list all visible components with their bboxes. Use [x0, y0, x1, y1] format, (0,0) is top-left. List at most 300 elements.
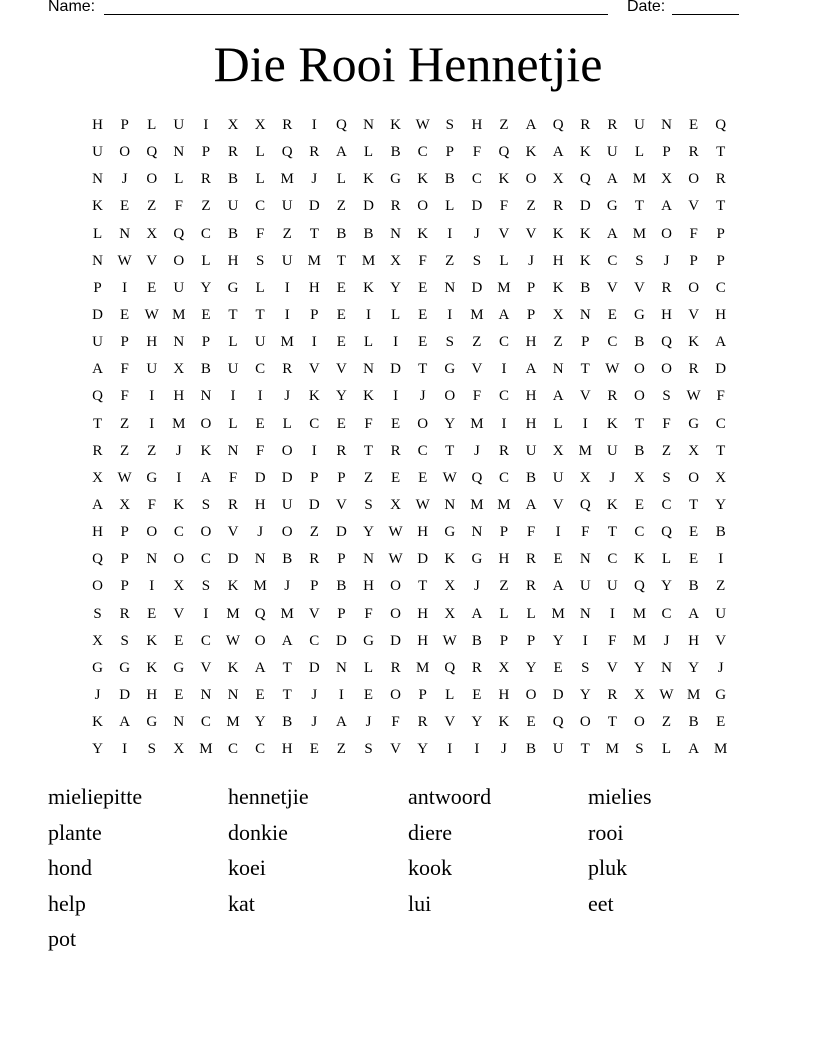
- grid-letter: R: [688, 361, 699, 378]
- grid-letter: D: [281, 469, 293, 486]
- grid-letter: O: [444, 388, 456, 405]
- grid-letter: K: [363, 279, 374, 296]
- grid-letter: C: [498, 388, 509, 405]
- grid-letter: S: [120, 632, 129, 649]
- grid-letter: E: [336, 279, 346, 296]
- grid-letter: I: [609, 605, 615, 622]
- grid-letter: R: [119, 605, 130, 622]
- grid-letter: C: [607, 252, 618, 269]
- grid-letter: K: [146, 632, 158, 649]
- grid-letter: J: [473, 442, 480, 459]
- grid-letter: C: [471, 171, 482, 188]
- grid-letter: I: [447, 225, 453, 242]
- grid-letter: U: [634, 117, 645, 133]
- grid-letter: Y: [634, 659, 645, 676]
- grid-letter: O: [390, 605, 401, 622]
- grid-letter: K: [417, 171, 429, 188]
- grid-letter: X: [579, 469, 591, 486]
- grid-letter: Q: [444, 659, 456, 676]
- grid-letter: K: [552, 279, 564, 296]
- grid-letter: V: [715, 632, 727, 649]
- grid-letter: Q: [579, 171, 591, 188]
- grid-letter: Z: [499, 117, 509, 133]
- grid-letter: H: [525, 334, 537, 351]
- grid-letter: V: [579, 388, 591, 405]
- grid-letter: N: [173, 144, 185, 161]
- grid-letter: W: [686, 388, 701, 405]
- grid-letter: H: [363, 578, 374, 595]
- grid-letter: K: [634, 551, 645, 568]
- word-list-item: pot: [48, 926, 77, 952]
- grid-letter: S: [445, 334, 454, 351]
- grid-letter: O: [579, 714, 591, 731]
- grid-letter: K: [417, 225, 429, 242]
- grid-letter: J: [663, 632, 670, 649]
- grid-letter: E: [336, 415, 346, 432]
- grid-letter: O: [92, 578, 103, 595]
- word-list-item: pluk: [588, 855, 628, 881]
- grid-letter: X: [552, 442, 564, 459]
- grid-letter: E: [120, 198, 130, 215]
- grid-letter: B: [634, 442, 645, 459]
- grid-letter: W: [144, 306, 159, 323]
- grid-letter: M: [686, 686, 701, 703]
- grid-letter: T: [282, 659, 292, 676]
- grid-letter: D: [579, 198, 591, 215]
- grid-letter: I: [284, 306, 290, 323]
- grid-letter: T: [228, 306, 238, 323]
- grid-letter: V: [173, 605, 185, 622]
- grid-letter: R: [498, 442, 509, 459]
- grid-letter: U: [254, 334, 266, 351]
- grid-letter: M: [497, 279, 511, 296]
- grid-letter: H: [308, 279, 320, 296]
- grid-letter: R: [228, 496, 239, 513]
- grid-letter: Z: [120, 415, 130, 432]
- grid-letter: M: [416, 659, 430, 676]
- grid-letter: N: [173, 334, 185, 351]
- grid-letter: X: [119, 496, 131, 513]
- grid-letter: Q: [552, 714, 564, 731]
- grid-letter: J: [473, 578, 480, 595]
- grid-letter: I: [555, 524, 561, 541]
- grid-letter: H: [498, 686, 510, 703]
- grid-letter: L: [282, 415, 292, 432]
- grid-letter: Z: [309, 524, 319, 541]
- grid-letter: U: [606, 144, 618, 161]
- grid-letter: E: [553, 659, 563, 676]
- grid-letter: U: [579, 578, 591, 595]
- grid-letter: K: [579, 225, 591, 242]
- grid-letter: F: [364, 605, 373, 622]
- grid-letter: P: [120, 578, 129, 595]
- grid-letter: N: [363, 117, 374, 133]
- grid-letter: F: [174, 198, 183, 215]
- grid-letter: P: [716, 252, 725, 269]
- grid-letter: N: [119, 225, 131, 242]
- grid-letter: L: [363, 334, 374, 351]
- grid-letter: P: [418, 686, 427, 703]
- grid-letter: B: [363, 225, 374, 242]
- grid-letter: A: [525, 361, 537, 378]
- grid-letter: T: [309, 225, 319, 242]
- grid-letter: W: [659, 686, 674, 703]
- grid-letter: Y: [335, 388, 347, 405]
- grid-letter: Q: [254, 605, 266, 622]
- grid-letter: F: [255, 442, 265, 459]
- grid-letter: I: [311, 117, 317, 133]
- word-list-item: mieliepitte: [48, 784, 143, 809]
- grid-letter: S: [635, 741, 644, 758]
- grid-letter: X: [390, 496, 401, 513]
- grid-letter: S: [93, 605, 102, 622]
- grid-letter: K: [227, 578, 239, 595]
- grid-letter: Z: [147, 442, 157, 459]
- grid-letter: X: [634, 469, 645, 486]
- grid-letter: T: [445, 442, 455, 459]
- grid-letter: Q: [92, 551, 103, 568]
- grid-letter: I: [718, 551, 724, 568]
- grid-letter: C: [715, 415, 726, 432]
- grid-letter: J: [609, 469, 616, 486]
- word-list-item: lui: [408, 890, 432, 916]
- grid-letter: V: [308, 605, 320, 622]
- grid-letter: I: [474, 741, 480, 758]
- grid-letter: Y: [525, 659, 537, 676]
- grid-letter: I: [582, 415, 588, 432]
- grid-letter: P: [310, 469, 319, 486]
- grid-letter: S: [364, 741, 373, 758]
- grid-letter: M: [226, 605, 240, 622]
- grid-letter: B: [336, 578, 347, 595]
- grid-letter: O: [661, 361, 672, 378]
- grid-letter: G: [119, 659, 131, 676]
- grid-letter: J: [473, 225, 480, 242]
- grid-letter: P: [445, 144, 454, 161]
- grid-letter: F: [662, 415, 671, 432]
- grid-letter: G: [471, 551, 483, 568]
- word-list-item: rooi: [588, 819, 624, 845]
- grid-letter: J: [311, 171, 318, 188]
- grid-letter: N: [579, 306, 591, 323]
- grid-letter: V: [688, 306, 700, 323]
- grid-letter: G: [715, 686, 727, 703]
- grid-letter: J: [175, 442, 182, 459]
- grid-letter: W: [605, 361, 620, 378]
- grid-letter: K: [444, 551, 456, 568]
- grid-letter: I: [230, 388, 236, 405]
- grid-letter: N: [661, 117, 672, 133]
- grid-letter: Z: [716, 578, 726, 595]
- grid-letter: H: [417, 524, 429, 541]
- grid-letter: Y: [444, 415, 456, 432]
- grid-letter: S: [445, 117, 454, 133]
- grid-letter: H: [227, 252, 239, 269]
- grid-letter: D: [308, 496, 320, 513]
- grid-letter: T: [418, 578, 428, 595]
- grid-letter: L: [661, 551, 672, 568]
- grid-letter: H: [498, 551, 510, 568]
- grid-letter: U: [281, 198, 293, 215]
- grid-letter: R: [715, 171, 726, 188]
- grid-letter: L: [255, 171, 265, 188]
- grid-letter: Q: [498, 144, 510, 161]
- grid-letter: E: [120, 306, 130, 323]
- grid-letter: O: [281, 524, 293, 541]
- grid-letter: N: [200, 686, 212, 703]
- grid-letter: X: [254, 117, 266, 133]
- grid-letter: L: [92, 225, 103, 242]
- grid-letter: T: [580, 741, 590, 758]
- grid-letter: J: [94, 686, 101, 703]
- grid-letter: C: [200, 632, 211, 649]
- grid-letter: H: [417, 605, 429, 622]
- word-list-item: donkie: [228, 819, 288, 845]
- grid-letter: E: [418, 469, 428, 486]
- grid-letter: R: [92, 442, 103, 459]
- grid-letter: R: [282, 117, 293, 133]
- grid-letter: Z: [147, 198, 157, 215]
- grid-letter: P: [120, 334, 129, 351]
- grid-letter: V: [146, 252, 158, 269]
- grid-letter: D: [92, 306, 103, 323]
- grid-letter: I: [176, 469, 182, 486]
- grid-letter: E: [147, 279, 157, 296]
- grid-letter: P: [526, 279, 536, 296]
- grid-letter: P: [337, 551, 346, 568]
- grid-letter: M: [714, 741, 728, 758]
- grid-letter: U: [173, 117, 185, 133]
- grid-letter: Z: [336, 198, 346, 215]
- grid-letter: H: [92, 117, 103, 133]
- grid-letter: K: [92, 198, 103, 215]
- grid-letter: R: [607, 117, 618, 133]
- grid-letter: I: [447, 741, 453, 758]
- grid-letter: Q: [634, 578, 645, 595]
- grid-letter: T: [689, 496, 699, 513]
- grid-letter: U: [227, 198, 239, 215]
- grid-letter: L: [363, 659, 374, 676]
- grid-letter: W: [442, 469, 457, 486]
- grid-letter: V: [606, 659, 618, 676]
- grid-letter: V: [335, 496, 347, 513]
- grid-letter: N: [579, 605, 591, 622]
- grid-letter: G: [363, 632, 374, 649]
- grid-letter: N: [471, 524, 483, 541]
- grid-letter: P: [310, 306, 319, 323]
- grid-letter: C: [498, 334, 509, 351]
- grid-letter: R: [661, 279, 672, 296]
- grid-letter: M: [632, 632, 647, 649]
- grid-letter: P: [526, 632, 536, 649]
- grid-letter: N: [390, 225, 401, 242]
- word-list-item: kat: [228, 890, 255, 916]
- grid-letter: E: [255, 415, 265, 432]
- grid-letter: L: [390, 306, 401, 323]
- grid-letter: L: [147, 117, 157, 133]
- grid-letter: H: [146, 686, 158, 703]
- grid-letter: I: [501, 361, 507, 378]
- grid-letter: F: [228, 469, 238, 486]
- grid-letter: E: [255, 686, 265, 703]
- grid-letter: N: [227, 686, 239, 703]
- grid-letter: O: [417, 198, 429, 215]
- grid-letter: I: [257, 388, 263, 405]
- grid-letter: U: [606, 578, 618, 595]
- grid-letter: N: [146, 551, 158, 568]
- grid-letter: F: [472, 388, 482, 405]
- grid-letter: Z: [661, 714, 672, 731]
- grid-letter: M: [632, 171, 647, 188]
- grid-letter: X: [634, 686, 645, 703]
- grid-letter: F: [391, 714, 400, 731]
- grid-letter: N: [444, 496, 456, 513]
- grid-letter: P: [120, 117, 129, 133]
- grid-letter: X: [227, 117, 239, 133]
- grid-letter: J: [311, 714, 318, 731]
- grid-letter: O: [525, 686, 537, 703]
- grid-letter: O: [688, 171, 700, 188]
- grid-letter: N: [92, 171, 103, 188]
- grid-letter: Q: [579, 496, 591, 513]
- grid-letter: Y: [579, 686, 591, 703]
- grid-letter: A: [552, 144, 564, 161]
- grid-letter: H: [552, 252, 564, 269]
- grid-letter: U: [281, 252, 293, 269]
- grid-letter: Y: [92, 741, 103, 758]
- word-list-item: help: [48, 890, 86, 916]
- grid-letter: M: [470, 306, 484, 323]
- grid-letter: H: [688, 632, 700, 649]
- grid-letter: G: [444, 524, 456, 541]
- grid-letter: T: [634, 198, 644, 215]
- word-list-item: mielies: [588, 784, 652, 809]
- grid-letter: Q: [661, 334, 672, 351]
- grid-letter: F: [120, 388, 129, 405]
- page-title: Die Rooi Hennetjie: [213, 36, 603, 92]
- grid-letter: V: [606, 279, 618, 296]
- grid-letter: M: [470, 496, 484, 513]
- grid-letter: L: [445, 686, 455, 703]
- grid-letter: I: [122, 279, 128, 296]
- grid-letter: M: [280, 605, 294, 622]
- grid-letter: D: [335, 632, 347, 649]
- grid-letter: A: [552, 388, 564, 405]
- grid-letter: P: [689, 252, 698, 269]
- grid-letter: I: [393, 334, 399, 351]
- grid-letter: I: [447, 306, 453, 323]
- grid-letter: C: [200, 225, 211, 242]
- grid-letter: K: [308, 388, 320, 405]
- word-list-item: hond: [48, 855, 92, 881]
- grid-letter: E: [689, 524, 699, 541]
- grid-letter: R: [688, 144, 699, 161]
- grid-letter: O: [200, 524, 212, 541]
- grid-letter: W: [415, 117, 430, 133]
- grid-letter: J: [257, 524, 264, 541]
- grid-letter: G: [444, 361, 456, 378]
- header: [48, 0, 748, 20]
- grid-letter: R: [607, 388, 618, 405]
- grid-letter: U: [92, 144, 103, 161]
- grid-letter: O: [173, 551, 185, 568]
- grid-letter: X: [661, 171, 672, 188]
- grid-letter: B: [688, 714, 699, 731]
- grid-letter: U: [173, 279, 185, 296]
- grid-letter: U: [715, 605, 727, 622]
- grid-letter: N: [363, 361, 374, 378]
- grid-letter: I: [338, 686, 344, 703]
- grid-letter: Q: [552, 117, 564, 133]
- grid-letter: C: [661, 496, 672, 513]
- grid-letter: B: [228, 225, 239, 242]
- grid-letter: K: [525, 144, 537, 161]
- grid-letter: K: [688, 334, 700, 351]
- grid-letter: K: [227, 659, 239, 676]
- grid-letter: M: [307, 252, 321, 269]
- grid-letter: K: [92, 714, 103, 731]
- grid-letter: L: [445, 198, 455, 215]
- grid-letter: S: [662, 469, 671, 486]
- grid-letter: P: [120, 551, 129, 568]
- grid-letter: M: [172, 415, 186, 432]
- grid-letter: S: [364, 496, 373, 513]
- grid-letter: A: [335, 714, 347, 731]
- grid-letter: B: [634, 334, 645, 351]
- grid-letter: D: [471, 279, 483, 296]
- grid-letter: R: [390, 442, 401, 459]
- grid-letter: C: [309, 415, 320, 432]
- grid-letter: A: [606, 171, 618, 188]
- grid-letter: R: [526, 578, 537, 595]
- grid-letter: R: [228, 144, 239, 161]
- grid-letter: B: [444, 171, 455, 188]
- grid-letter: V: [471, 361, 483, 378]
- grid-letter: D: [227, 551, 239, 568]
- grid-letter: X: [146, 225, 158, 242]
- grid-letter: J: [419, 388, 426, 405]
- grid-letter: N: [92, 252, 103, 269]
- grid-letter: P: [93, 279, 102, 296]
- grid-letter: H: [417, 632, 429, 649]
- grid-letter: A: [200, 469, 212, 486]
- grid-letter: S: [201, 578, 211, 595]
- grid-letter: Q: [173, 225, 185, 242]
- grid-letter: V: [498, 225, 510, 242]
- grid-letter: E: [336, 306, 346, 323]
- grid-letter: Y: [471, 714, 483, 731]
- word-list-item: plante: [48, 819, 102, 845]
- grid-letter: K: [579, 144, 591, 161]
- name-label: Name:: [48, 0, 96, 15]
- grid-letter: I: [203, 605, 209, 622]
- grid-letter: R: [336, 442, 347, 459]
- grid-letter: A: [525, 496, 537, 513]
- grid-letter: B: [526, 469, 537, 486]
- grid-letter: L: [634, 144, 644, 161]
- grid-letter: L: [363, 144, 374, 161]
- grid-letter: G: [173, 659, 185, 676]
- grid-letter: W: [442, 632, 457, 649]
- grid-letter: A: [552, 578, 564, 595]
- grid-letter: B: [688, 578, 699, 595]
- grid-letter: C: [417, 442, 428, 459]
- grid-letter: Q: [661, 524, 672, 541]
- grid-letter: W: [117, 469, 132, 486]
- grid-letter: T: [634, 415, 644, 432]
- grid-letter: K: [498, 171, 510, 188]
- grid-letter: R: [471, 659, 482, 676]
